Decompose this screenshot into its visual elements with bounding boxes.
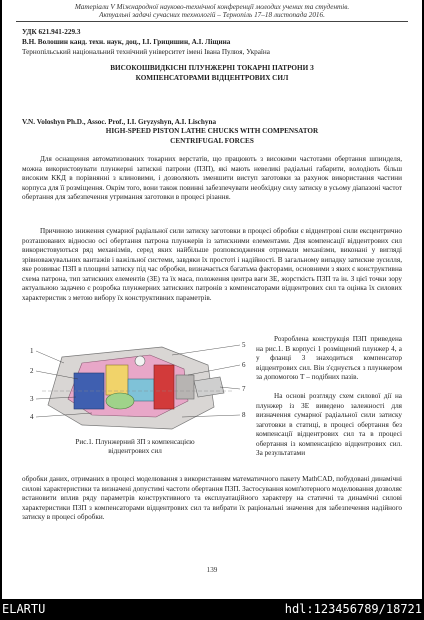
authors-ua: В.Н. Волошин канд. техн. наук, доц., І.І. Грицишин, А.І. Ліщина	[22, 38, 231, 46]
conference-header	[2, 3, 422, 20]
figure-caption-line-1: Рис.1. Плунжерний ЗП з компенсацією	[75, 438, 195, 446]
figure-label-8: 8	[242, 411, 246, 419]
title-en-line-1: HIGH-SPEED PISTON LATHE CHUCKS WITH COMPENSATOR	[105, 127, 319, 135]
title-ua	[22, 64, 402, 83]
footer-left-label: ELARTU	[2, 602, 46, 616]
figure-label-3: 3	[30, 395, 34, 403]
paragraph-2: Причиною зниження сумарної радіальної сили затиску заготовки в процесі обробки є відцентрові сили ексцентрично розташованих відносно осі обертання патрона плунжерів із затискними елементами. Для компенсації відцентрових сил використовуються ряд механізмів, серед яких найбільше розповсюдження отримали механізми, виконані у вигляді зрівноважувальних вантажів і важільної системи, завдяки їх простоті і надійності. В загальному випадку затискне зусилля, яке розвиває ПЗП в площині затиску під час обробки, визначається багатьма факторами, основними з яких є конструктивна схема патрона, тип затискних елементів (ЗЕ) та їх маса, положення центра ваги ЗЕ, жорсткість ПЗП та ін. З цієї точки зору актуальною задачею є розробка плунжерних затискних патронів з компенсаторами відцентрових сил та оцінка їх силових характеристик з метою вибору їх конструктивних параметрів.	[22, 227, 402, 302]
figure-label-2: 2	[30, 367, 34, 375]
document-page	[2, 0, 422, 599]
figure-label-4: 4	[30, 413, 34, 421]
header-line-1: Матеріали V Міжнародної науково-технічної конференції молодих учених та студентів.	[74, 3, 350, 11]
title-en	[22, 127, 402, 146]
title-en-line-2: CENTRIFUGAL FORCES	[170, 136, 254, 145]
paragraph-1: Для оснащення автоматизованих токарних верстатів, що працюють з високими частотами обертання шпинделя, можна використовувати плунжерні затискні патрони (ПЗП), які мають невеликі радіальні габарити, володіють більш високим ККД в порівнянні з клиновими, і дозволяють зменшити виступ заготовки за рахунок використання частини корпуса для її розміщення. Окрім того, вони також повинні забезпечувати необхідну силу затиску в усьому діапазоні частот обертання для забезпечення утримання заготовки в процесі різання.	[22, 155, 402, 202]
chuck-drawing	[42, 347, 234, 429]
figure-caption-line-2: відцентрових сил	[108, 447, 162, 455]
figure-label-5: 5	[242, 341, 246, 349]
paragraph-5: обробки даних, отриманих в процесі моделювання з використанням математичного пакету MathCAD, побудовані динамічні силові характеристики та визначені допустимі частоти обертання ПЗП. Застосування комп'ютерного моделювання дозволяє встановити вплив ряду параметрів конструктивного та експлуатаційного характеру на статичні та динамічні силові характеристики ПЗП з компенсаторами відцентрових сил та вибрати їх раціональні значення для забезпечення надійного затиску в процесі обробки.	[22, 475, 402, 522]
udk-code: УДК 621.941-229.3	[22, 28, 81, 36]
figure-label-6: 6	[242, 361, 246, 369]
footer-handle-link[interactable]: hdl:123456789/18721	[284, 602, 422, 616]
affiliation-ua: Тернопільський національний технічний університет імені Івана Пулюя, Україна	[22, 48, 270, 56]
page-number: 139	[206, 566, 218, 574]
repository-footer-bar	[0, 599, 424, 620]
paragraph-3: Розроблена конструкція ПЗП приведена на рис.1. В корпусі 1 розміщений плунжер 4, а у фланці 3 знаходиться компенсатор відцентрових сил. Він з'єднується з плунжером за допомогою Т – подібних пазів.	[256, 335, 402, 382]
header-line-2: Актуальні задачі сучасних технологій – Тернопіль 17–18 листопада 2016.	[99, 11, 325, 20]
title-ua-line-2: КОМПЕНСАТОРАМИ ВІДЦЕНТРОВИХ СИЛ	[135, 73, 289, 82]
figure-label-1: 1	[30, 347, 34, 355]
authors-en: V.N. Voloshyn Ph.D., Assoc. Prof., I.I. Gryzyshyn, A.I. Lischyna	[22, 118, 217, 126]
title-ua-line-1: ВИСОКОШВИДКІСНІ ПЛУНЖЕРНІ ТОКАРНІ ПАТРОНИ З	[110, 64, 314, 72]
figure-caption	[30, 438, 240, 456]
paragraph-4: На основі розгляду схем силової дії на плунжер із ЗЕ виведено залежності для визначення сумарної радіальної сили затиску заготовки в статиці, в процесі обертання без компенсації відцентрових сил та в процесі обертання із компенсацією відцентрових сил. За результатами	[256, 392, 402, 458]
chuck-assembly-figure	[22, 335, 254, 435]
figure-label-7: 7	[242, 385, 246, 393]
header-rule	[16, 21, 408, 22]
